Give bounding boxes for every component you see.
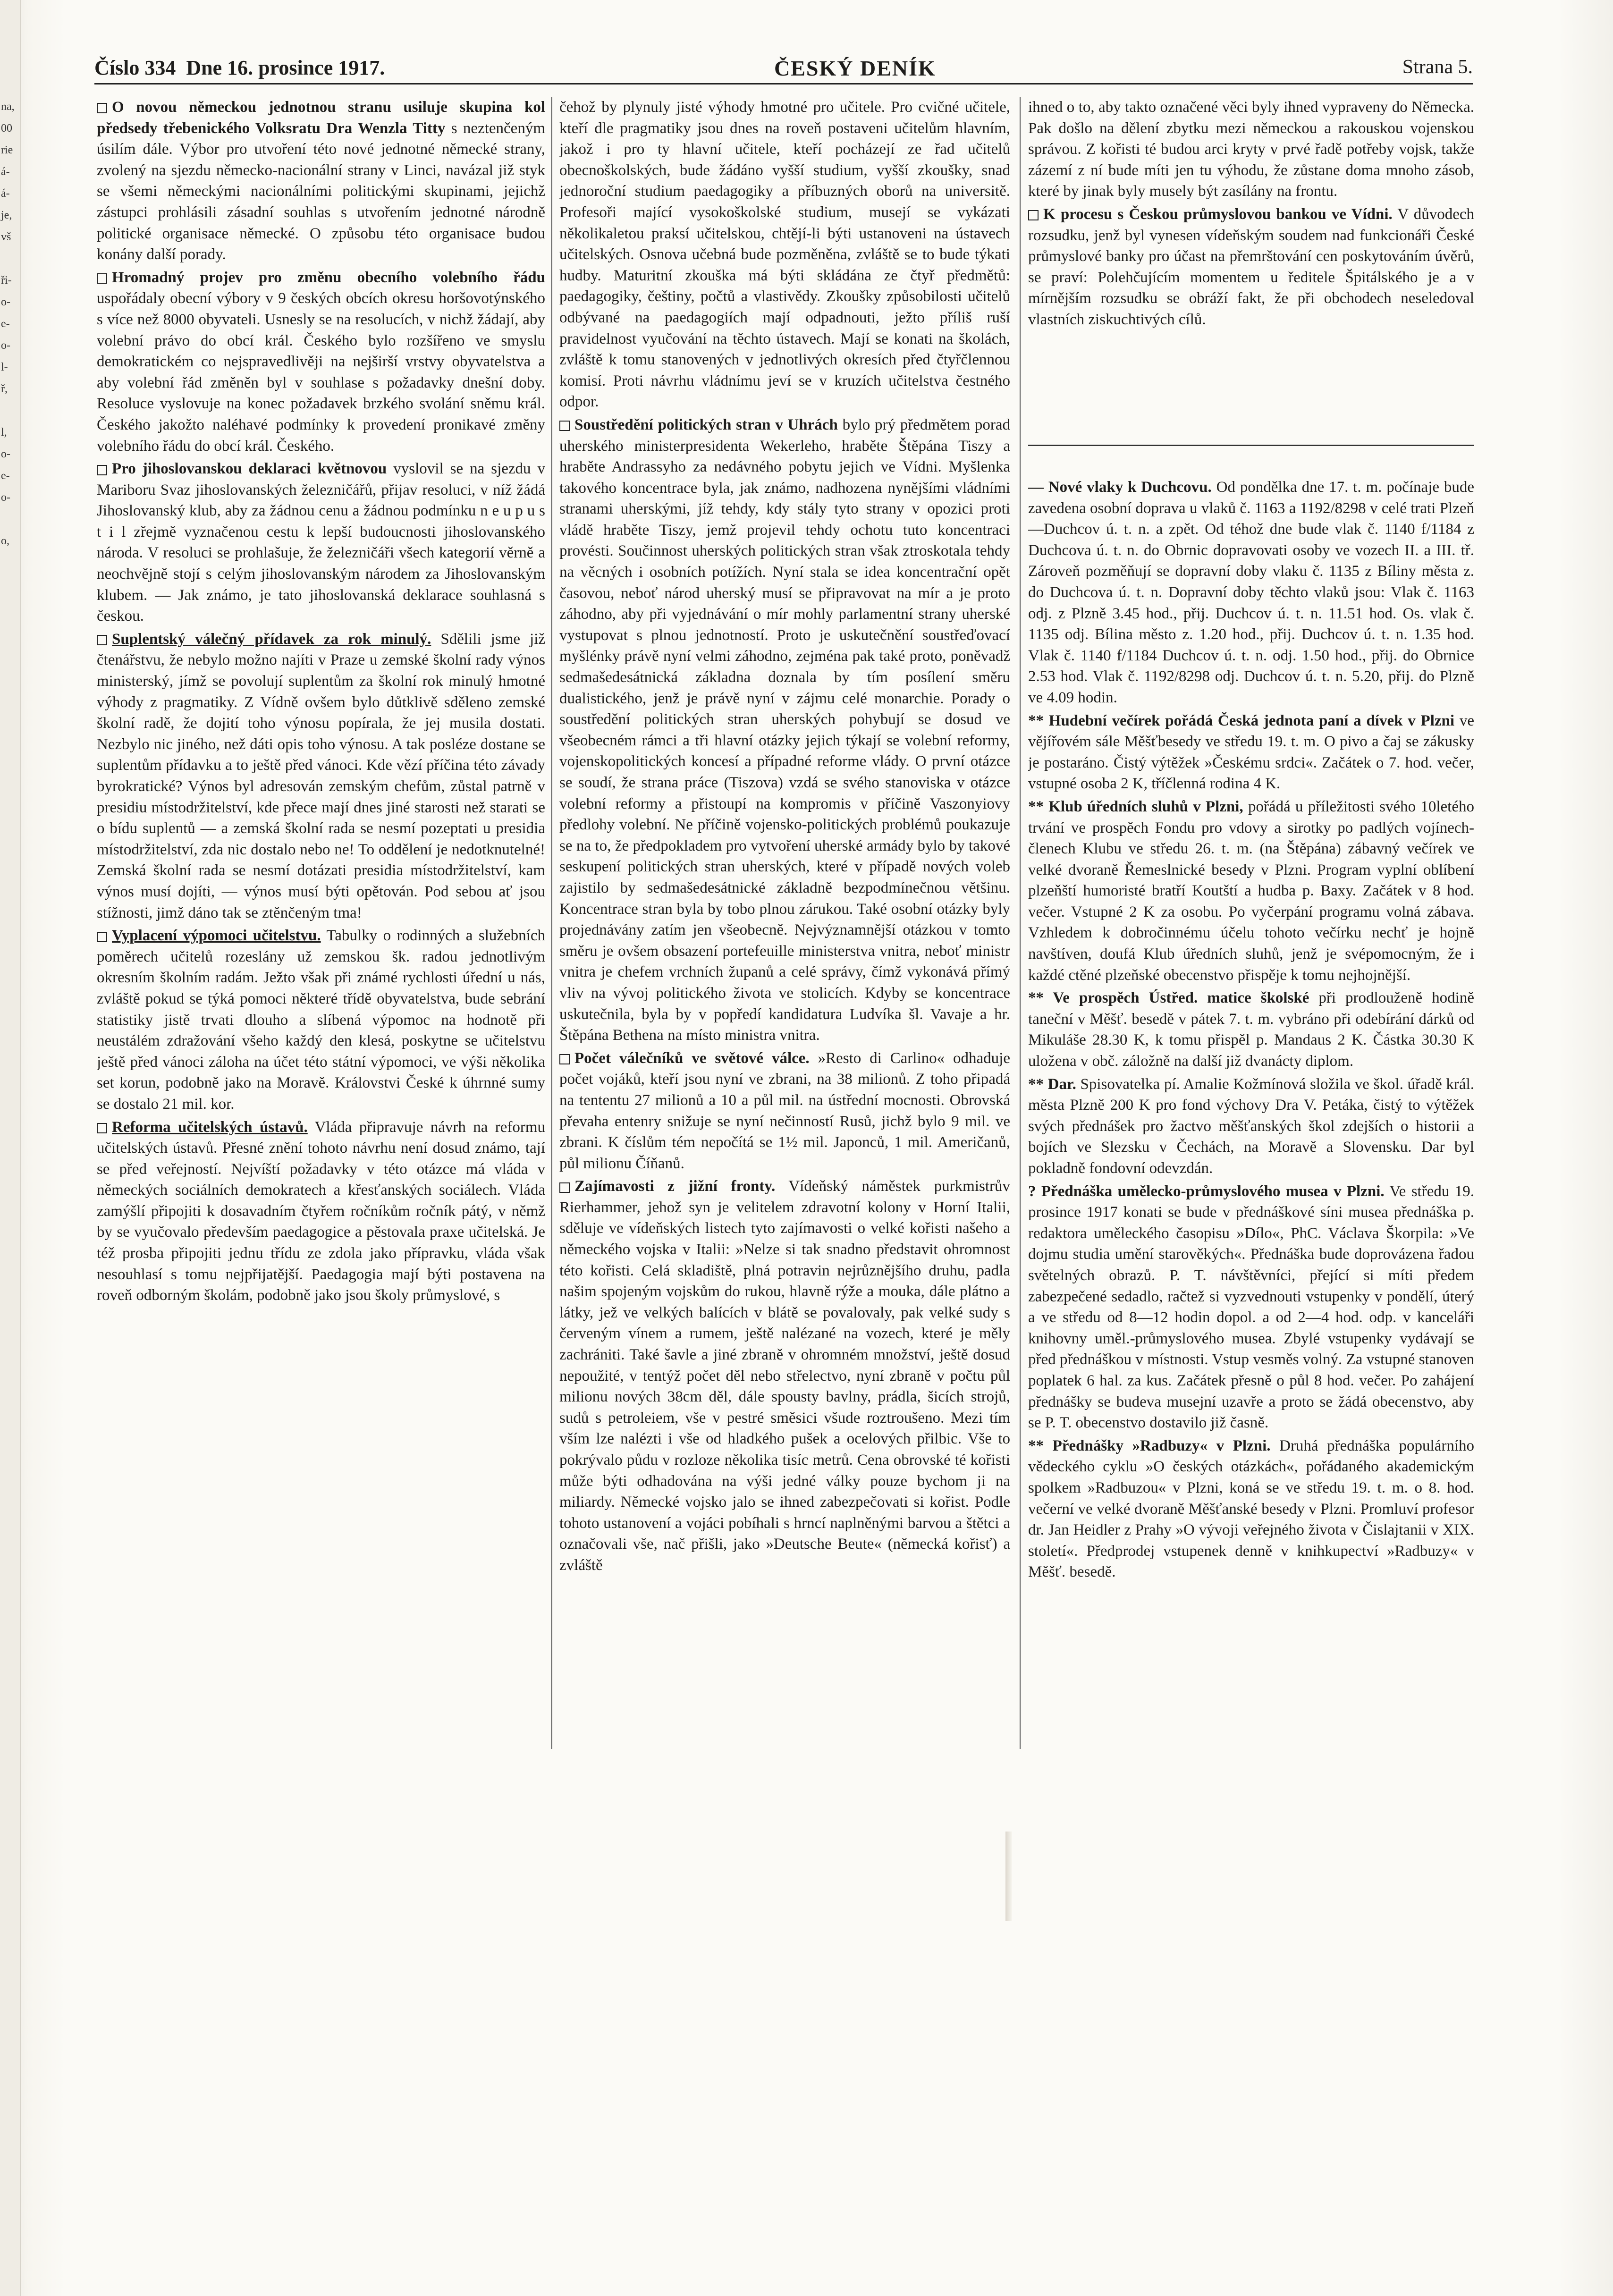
article-body: čehož by plynuly jisté výhody hmotné pro učitele. Pro cvičné učitele, kteří dle pragmatiky jsou dnes na roveň postaveni učitelům hlavním, jakož i pro ty hlavní učitele, kteří pocházejí ze řad učitelů obecnoškolských, bude žádáno vyšší studium, vyšší zkoušky, snad jednoroční studium paedagogiky a příbuzných oborů na universitě. Profesoři mající vysokoškolské studium, musejí se vykázati několikaletou praksí učitelskou, chtějí-li býti ustanoveni na ústavech učitelských. Osnova učebná bude pozměněna, zvláště se to bude týkati hudby. Maturitní zkouška má býti skládána ze čtyř předmětů: paedagogiky, češtiny, počtů a vlastivědy. Zkoušky způsobilosti učitelů odbývané na paedagogiích mají odpadnouti, ježto příliš ruší pravidelnost vyučování na těchto ústavech. Mají se konati na školách, zvláště k tomu stanovených v jednotlivých okresích před čtyřčlennou komisí. Proti návrhu vládnímu jeví se v kruzích učitelstva čestného odpor.: [559, 99, 1010, 411]
edge-fragment: o-: [1, 448, 10, 460]
article-headline: ** Hudební večírek pořádá Česká jednota paní a dívek v Plzni: [1028, 712, 1455, 729]
column-1: [97, 97, 545, 1749]
article-bullet-icon: [559, 1182, 570, 1193]
article: [97, 1117, 545, 1306]
paper-crease: [1005, 1832, 1012, 1921]
article-body: bylo prý předmětem porad uherského ministerpresidenta Wekerleho, hraběte Štěpána Tiszy a hraběte Andrassyho za nedávného pobytu jejich ve Vídni. Myšlenka takového koncentrace byla, jak známo, nadhozena nynějšími vládními stranami uherskými, jíž tehdy, kdy stály tyto strany v opozici proti vládě hraběte Tiszy, jemž projevil tehdy ochotu tuto koncentraci provésti. Součinnost uherských politických stran však ztroskotala tehdy na věcných i osobních potížích. Nyní stala se idea koncentrační opět časovou, neboť národ uherský musí se připravovat na mír a je proto záhodno, aby při vyjednávání o mír mohly parlamentní strany uherské vystupovat s plnou jednotností. Proto je uskutečnění soustřeďovací myšlénky právě nyní velmi záhodno, zejména pak také proto, poněvadž sedmašedesátnická základna doznala by tím posílení směru dualistického, jenž je právě nyní v zájmu celé monarchie. Porady o soustředění politických stran uherských pohybují se dosud ve všeobecném rámci a tři hlavní otázky jejich týkají se volební reformy, vojenskopolitických koncesí a případné reforme vlády. O první otázce se soudí, že strana práce (Tiszova) vzdá se svého stanoviska v otázce volební reformy a přistoupí na kompromis v příčině Vaszonyiovy předlohy volební. Ne příčině vojensko-politických problémů poukazuje se na to, že předpokladem pro vytvoření uherské armády bylo by takové seskupení politických stran uherských, které v případě nových voleb zajistilo by sedmašedesátnické základně bezpodmínečnou většinu. Koncentrace stran byla by tobo plnou zárukou. Také osobní otázky byly projednávány zatím jen všeobecně. Nejvýznamnější otázkou v tomto směru je ovšem obsazení portefeuille ministerstva vnitra, neboť ministr vnitra je chefem vrchních županů a celé správy, čímž vykonává přímý vliv na vývoj politického života ve stolicích. Kdyby se koncentrace uskutečnila, byla by v popředí kandidatura Ludvíka šl. Vavaje a hr. Štěpána Bethena na místo ministra vnitra.: [559, 416, 1010, 1044]
article-body: V důvodech rozsudku, jenž byl vynesen vídeňským soudem nad funkcionáři České průmyslové banky pro účast na přemrštování cen poskytováním úvěrů, se praví: Polehčujícím momentem u ředitele Špitálského je a v mírnějším rozsudku se obráží fakt, že při obchodech neseledoval vlastních ziskuchtivých cílů.: [1028, 205, 1474, 328]
article: [1028, 1181, 1474, 1434]
edge-fragment: l-: [1, 361, 8, 373]
section-rule: [1028, 445, 1474, 446]
article-headline: ** Klub úředních sluhů v Plzni,: [1028, 798, 1243, 815]
article-headline: — Nové vlaky k Duchcovu.: [1028, 479, 1212, 496]
article: [559, 1048, 1010, 1174]
article-body: ihned o to, aby takto označené věci byly ihned vypraveny do Německa. Pak došlo na dělení zbytku mezi německou a rakouskou vojenskou správou. Z kořisti té budou arci kryty v prvé řadě potřeby vojsk, takže zázemí z ní bude míti jen tu výhodu, že zůstane doma mnoho zásob, které by jinak byly musely být zasílány na frontu.: [1028, 99, 1474, 200]
edge-fragment: e-: [1, 470, 10, 482]
edge-fragment: rie: [1, 144, 13, 156]
column-divider: [551, 97, 552, 1749]
article-bullet-icon: [97, 273, 107, 284]
article-body: s neztenčeným úsilím dále. Výbor pro utvoření této nové jednotné německé strany, zvolený na sjezdu německo-nacionální strany v Linci, navázal již styk se všemi německými nacionálními politickými skupinami, jejichž zástupci prohlásili zásadní souhlas s utvořením jednotné národně politické organisace německé. O způsobu této organisace budou konány další porady.: [97, 119, 545, 263]
column-2: [559, 97, 1010, 1749]
article-bullet-icon: [559, 421, 570, 431]
article-body: pořádá u příležitosti svého 10letého trvání ve prospěch Fondu pro vdovy a sirotky po padlých vojínech-členech Klubu ve středu 26. t. m. (na Štěpána) zábavný večírek ve velké dvoraně Řemeslnické besedy v Plzni. Program vyplní oblíbení plzeňští humoristé bratří Koutští a hudba p. Baxy. Začátek v 8 hod. večer. Vstupné 2 K za osobu. Po vyčerpání programu volná zábava. Vzhledem k dobročinnému účelu tohoto večírku nechť je hojně navštíven, doufá Klub úředních sluhů, jenž je svépomocným, že i každé ctěné plzeňské obecenstvo přispěje k tomu nejhojnější.: [1028, 798, 1474, 984]
article: [1028, 477, 1474, 709]
edge-fragment: ři-: [1, 274, 12, 287]
article-body: vyslovil se na sjezdu v Mariboru Svaz jihoslovanských železničářů, přijav resoluci, v níž žádá Jihoslovanský klub, aby za žádnou cenu a žádnou podmínku n e u p u s t i l zřejmě vyznačenou cestu k lepší budoucnosti jihoslovanského národa. V resoluci se prohlašuje, že železničáři všech kategorií věrně a neochvějně stojí s celým jihoslovanským národem za Jihoslovanským klubem. — Jak známo, je tato jihoslovanská deklarace souhlasná s českou.: [97, 460, 545, 625]
edge-fragment: á-: [1, 187, 10, 200]
article-headline: Suplentský válečný přídavek za rok minulý.: [112, 630, 431, 648]
edge-fragment: o-: [1, 296, 10, 308]
article-headline: Hromadný projev pro změnu obecního volebního řádu: [112, 269, 545, 286]
edge-fragment: á-: [1, 166, 10, 178]
edge-fragment: je,: [1, 209, 12, 221]
article-bullet-icon: [97, 465, 107, 475]
article-headline: ** Ve prospěch Ústřed. matice školské: [1028, 989, 1309, 1007]
column-divider: [1020, 97, 1021, 1749]
edge-fragment: l,: [1, 426, 7, 439]
column-3-local-news: [1028, 477, 1474, 1775]
edge-fragment: vš: [1, 231, 11, 243]
article: [97, 97, 545, 265]
edge-fragment: o,: [1, 535, 9, 547]
article: [1028, 710, 1474, 794]
edge-fragment: ř,: [1, 383, 8, 395]
article-bullet-icon: [97, 103, 107, 113]
article: [1028, 796, 1474, 986]
article: [97, 629, 545, 923]
article-headline: ** Dar.: [1028, 1075, 1076, 1093]
article: [559, 414, 1010, 1046]
article: [1028, 1074, 1474, 1179]
newspaper-title: ČESKÝ DENÍK: [774, 56, 936, 80]
article-body: Vídeňský náměstek purkmistrův Rierhammer, jehož syn je velitelem zdravotní kolony v Horní Italii, sděluje ve vídeňských listech tyto zajímavosti o velké kořisti našeho a německého vojska v Italii: »Nelze si tak snadno představit ohromnost této kořisti. Celá skladiště, plná potravin nejrůznějšího druhu, padla našim spojeným vojskům do rukou, hlavně rýže a mouka, dále plátno a látky, jež ve velkých balících v blátě se povalovaly, pak velké sudy s červeným vínem a rumem, ještě nalézané na vozech, které je měly zachrániti. Také šavle a jiné zbraně v ohromném množství, ještě dosud nepoužité, v tentýž počet děl nebo střelectvo, nyní zbraně v počtu půl milionu nových 38cm děl, dále spousty bavlny, prádla, šicích strojů, sudů s petroleiem, vše v pestré směsici všude roztroušeno. Mezi tím vším lze nalézti i vše od hladkého pušek a ocelových přilbic. Vše to pokrývalo půdu v rozloze několika tisíc metrů. Cena obrovské té kořisti může býti odhadována na výši jedné války pouze bychom ji na miliardy. Německé vojsko jalo se ihned zabezpečovati si kořist. Podle tohoto ustanovení a vojáci pobíhali s hrncí naplněnými barvou a štětci a označovali vše, nač přišli, jako »Deutsche Beute« (německá kořisť) a zvláště: [559, 1178, 1010, 1574]
article: [1028, 97, 1474, 202]
article-headline: ** Přednášky »Radbuzy« v Plzni.: [1028, 1437, 1271, 1454]
article-bullet-icon: [97, 635, 107, 645]
article-headline: Počet válečníků ve světové válce.: [574, 1049, 810, 1067]
column-3-top: [1028, 97, 1474, 437]
article: [1028, 204, 1474, 330]
article-bullet-icon: [1028, 210, 1039, 220]
page-number: Strana 5.: [1402, 56, 1473, 78]
article-headline: Zajímavosti z jižní fronty.: [574, 1178, 776, 1195]
article-headline: K procesu s Českou průmyslovou bankou ve Vídni.: [1043, 205, 1393, 223]
article-body: Sdělili jsme již čtenářstvu, že nebylo možno najíti v Praze u zemské školní rady výnos ministerský, jímž se povolují suplentům za školní rok minulý hmotné výhody z pragmatiky. Z Vídně ovšem bylo důtklivě sděleno zemské školní radě, že dojití toho výnosu popírala, že jej musila dostati. Nezbylo nic jiného, než dáti opis toho výnosu. A tak posléze dostane se suplentům přídavku a to ještě před vánoci. Kde vězí příčina této závady byrokratické? Výnos byl adresován zemským chefům, zůstal patrně v presidiu místodržitelství, kde přece mají dnes jiné starosti než starati se o bídu suplentů — a zemská školní rada se nesmí pozeptati u presidia místodržitelství, zda nic dostalo nebo ne! To oddělení je nedotknutelné! Zemská školní rada se nesmí dotázati presidia místodržitelství, kam výnos musí dojíti, — výnos musí býti opětován. Pod sebou ať jsou stížnosti, jimž dáno tak se ztěnčeným tma!: [97, 630, 545, 921]
article: [1028, 1435, 1474, 1583]
article: [97, 925, 545, 1114]
article-bullet-icon: [559, 1054, 570, 1064]
article-bullet-icon: [97, 1123, 107, 1133]
article-headline: Pro jihoslovanskou deklaraci květnovou: [112, 460, 387, 478]
edge-fragment: o-: [1, 491, 10, 504]
article-body: Druhá přednáška populárního vědeckého cyklu »O českých otázkách«, pořádaného akademickým spolkem »Radbuzou« v Plzni, koná se ve středu 19. t. m. o 8. hod. večerní ve velké dvoraně Měšťanské besedy v Plzni. Promluví profesor dr. Jan Heidler z Prahy »O vývoji veřejného života v Čislajtanii v XIX. století«. Předprodej vstupenek denně v knihkupectví »Radbuzy« v Měšť. besedě.: [1028, 1437, 1474, 1581]
article-body: při prodlouženě hodině taneční v Měšť. besedě v pátek 7. t. m. vybráno při odebírání dárků od Mikuláše 28.30 K, k tomu přispěl p. Mandaus 2 K. Částka 30.30 K uložena v obč. záložně na další již dvanácty diplom.: [1028, 989, 1474, 1070]
article-body: uspořádaly obecní výbory v 9 českých obcích okresu horšovotýnského s více než 8000 obyvateli. Usnesly se na resolucích, v nichž žádají, aby volební právo do obcí král. Českého bylo rozšířeno ve smyslu demokratickém co nejspravedlivěji na nejširší vrstvy obyvatelstva a aby volební řád změněn byl v souhlase s požadavky dnešní doby. Resoluce vyslovuje na konec požadavek brzkého svolání sněmu král. Českého jakožto naléhavé podmínky k provedení pronikavé změny volebního řádu do obcí král. Českého.: [97, 290, 545, 455]
article-bullet-icon: [97, 932, 107, 942]
article-body: ve vějířovém sále Měšťbesedy ve středu 19. t. m. O pivo a čaj se zákusky je postaráno. Čistý výtěžek »Českému srdci«. Začátek o 7. hod. večer, vstupné osoba 2 K, tříčlenná rodina 4 K.: [1028, 712, 1474, 793]
article-body: Ve středu 19. prosince 1917 konati se bude v přednáškové síni musea přednáška p. redaktora uměleckého časopisu »Dílo«, PhC. Václava Škorpila: »Ve dojmu studia umění starověkých«. Přednáška bude doprovázena řadou světelných obrazů. P. T. návštěvníci, přející si míti předem zabezpečené sedadlo, račtež si vyzvednouti vstupenky v pondělí, úterý a ve středu od 8—12 hodin dopol. a od 2—4 hod. odp. v kanceláři knihovny uměl.-průmyslového musea. Zbylé vstupenky vydávají se před přednáškou v místnosti. Vstup vesměs volný. Za vstupné stanoven poplatek 6 hal. za kus. Začátek přesně o půl 8 hod. večer. Po zahájení přednášky se budeva musejní uzavře a proto se žádá obecenstvo, aby se P. T. obecenstvo dostavilo již časně.: [1028, 1182, 1474, 1432]
edge-fragment: o-: [1, 339, 10, 352]
article-headline: Vyplacení výpomoci učitelstvu.: [112, 927, 321, 945]
article-headline: Soustředění politických stran v Uhrách: [574, 416, 838, 433]
edge-fragment: e-: [1, 318, 10, 330]
article: [97, 458, 545, 627]
article-body: Od pondělka dne 17. t. m. počínaje bude zavedena osobní doprava u vlaků č. 1163 a 1192/8298 v celé trati Plzeň—Duchcov ú. t. n. a zpět. Od téhož dne bude vlak č. 1140 f/1184 z Duchcova ú. t. n. do Obrnic dopravovati osoby ve vozech II. a III. tř. Zároveň pozměňují se dopravní doby vlaku č. 1135 z Bíliny města z. do Duchcova ú. t. n. Dopravní doby těchto vlaků jsou: Vlak č. 1163 odj. z Plzně 3.45 hod., přij. Duchcov ú. t. n. 11.51 hod. Os. vlak č. 1135 odj. Bílina město z. 1.20 hod., přij. Duchcov ú. t. n. 1.35 hod. Vlak č. 1140 f/1184 Duchcov ú. t. n. odj. 1.50 hod., přij. do Obrnice 2.53 hod. Vlak č. 1192/8298 odj. Duchcov ú. t. n. 5.20, přij. do Plzně ve 4.09 hodin.: [1028, 479, 1474, 706]
article-headline: ? Přednáška umělecko-průmyslového musea v Plzni.: [1028, 1182, 1385, 1200]
edge-fragment: na,: [1, 101, 15, 113]
article: [559, 1176, 1010, 1576]
page-header: [94, 52, 1473, 84]
article-body: »Resto di Carlino« odhaduje počet vojáků, kteří jsou nyní ve zbrani, na 38 milionů. Z toho připadá na tententu 27 milionů a 10 a půl mil. na ústřední mocnosti. Obrovská převaha entenry snižuje se nyní nečinností Rusů, jichž bylo 9 mil. ve zbrani. K číslům tém nepočítá se 1½ mil. Japonců, 1 mil. Američanů, půl milionu Číňanů.: [559, 1049, 1010, 1172]
article-body: Spisovatelka pí. Amalie Kožmínová složila ve škol. úřadě král. města Plzně 200 K pro fond výchovy Dra V. Petáka, čistý to výtěžek svých přednášek pro žactvo měšťanských škol zdejších o historii a bojích ve Slezsku v Čechách, na Moravě a Slovensku. Dar byl pokladně fondovní odevzdán.: [1028, 1075, 1474, 1177]
article: [559, 97, 1010, 413]
issue-and-date: Číslo 334 Dne 16. prosince 1917.: [94, 56, 385, 79]
edge-fragment: 00: [1, 122, 12, 135]
article: [1028, 988, 1474, 1072]
article-body: Tabulky o rodinných a služebních poměrech učitelů rozeslány už zemskou šk. radou jednotlivým okresním školním radám. Ježto však při známé rychlosti úřední u nás, zvláště pokud se týká pomoci některé třídě obyvatelstva, bude sebrání statistiky jistě trvati dlouho a slíbená výpomoc na hodnotě při neustálém zdražování všeho každý den klesá, poskytne se učitelstvu ještě před vánoci záloha na účet této státní výpomoci, ve výši několika set korun, podobně jako na Moravě. Královstvi České k úhrnné sumy se dostalo 21 mil. kor.: [97, 927, 545, 1113]
article-headline: Reforma učitelských ústavů.: [112, 1118, 308, 1136]
article: [97, 267, 545, 456]
article-body: Vláda připravuje návrh na reformu učitelských ústavů. Přesné znění tohoto návrhu není dosud známo, tají se před veřejností. Nejvíští požadavky v této otázce má vláda v německých sociálních demokratech a křesťanských sociálech. Vláda zamýšlí připojiti k dosavadním čtyřem ročníkům ročník pátý, v němž by se vyučovalo především paedagogice a pěstovala praxe učitelská. Je též prosba připojiti jednu třídu ze zdola jako přípravku, vláda však nesouhlasí s tomu nejpřijatější. Paedagogia mají býti postavena na roveň odborným školám, podobně jako jsou školy průmyslové, s: [97, 1118, 545, 1304]
article-headline: O novou německou jednotnou stranu usiluje skupina kol předsedy třebenického Volksratu Dra Wenzla Titty: [97, 99, 545, 137]
